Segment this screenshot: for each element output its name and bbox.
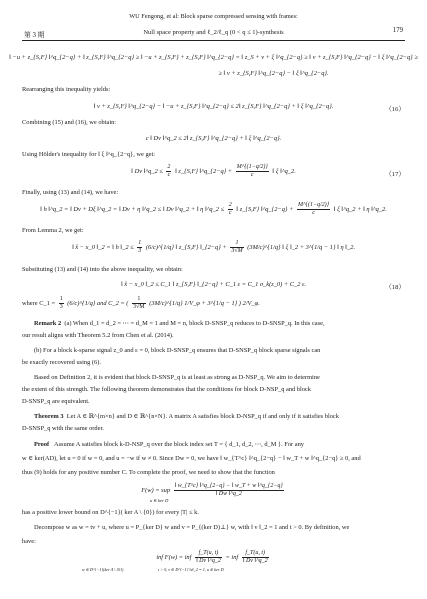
fraction: $\frac{f\_T(u, t)}{‖ Dv ‖\^{}q\_2}$	[242, 550, 268, 565]
equation-subscript: u ∈ ker D	[150, 498, 169, 503]
fraction: $\frac{M\^{}\{(1-q/2)\}}{c}$	[298, 202, 330, 217]
paragraph-line	[22, 296, 260, 312]
paragraph-line: Substituting (13) and (14) into the above inequality, we obtain:	[22, 266, 183, 273]
equation-17	[0, 164, 427, 180]
equation-line	[0, 240, 427, 256]
paragraph-line: w ∈ ker(AD), let u = 0 if w = 0, and u = −w if w ≠ 0. Since Dw = 0, we have ‖ w_{T^c} ‖^q_{2−q} − ‖ w_T + w ‖^q_{2−q} ≥ 0, and	[22, 455, 361, 462]
running-header-subtitle: Null space property and ℓ_2/ℓ_q (0 < q ≤ 1)-synthesis	[143, 29, 284, 36]
header-rule	[22, 40, 405, 41]
proof-label: Proof	[34, 441, 50, 448]
paragraph-line: Decompose w as w = tv + u, where u = P_{ker D} w and v = P_{(ker D)⊥} w, with ‖ v ‖_2 = 1 and t > 0. By definition, we	[34, 524, 350, 531]
paragraph-line: has a positive lower bound on D^{−1}( ker A \ {0}) for every |T| ≤ k.	[22, 509, 199, 516]
paragraph-line: Rearranging this inequality yields:	[22, 86, 111, 93]
text-part: Assume A satisfies block k-D-NSP_q over the block index set T = { d_1, d_2, ⋯, d_M }. For any	[53, 441, 304, 448]
equation-part: F(w) =	[164, 554, 184, 561]
text-part: Let A ∈ ℝ^{m×n} and D ∈ ℝ^{n×N}. A matrix A satisfies block D-NSP_q if and only if it satisfies block	[66, 413, 339, 420]
paragraph-line: D-SNSP_q with the same order.	[22, 425, 104, 432]
paragraph-line: our result aligns with Theorem 5.2 from Chen et al. (2014).	[22, 332, 174, 339]
equation-number: （16）	[385, 106, 405, 113]
equation-part: (6/c)^{1/q} ‖ z_{S,F} ‖_{2−q} +	[145, 244, 227, 251]
equation-part: (3M/c)^{1/q} ‖ ξ ‖_2 + 3^{1/q − 1} ‖ η ‖_2.	[247, 244, 356, 251]
equation-part: ‖ ξ ‖^q_2 + ‖ η ‖^q_2.	[333, 206, 387, 213]
equation-part: =	[225, 554, 230, 561]
equation-part: ‖ ξ ‖^q_2.	[272, 168, 296, 175]
fraction: $\frac{2}{c}$	[228, 202, 232, 217]
paragraph-line: thus (9) holds for any positive number C. To complete the proof, we need to show that the function	[22, 469, 275, 476]
fraction: $\frac{1}{3√M}$	[231, 240, 243, 255]
paragraph-line: the extent of this strength. The following theorem demonstrates that the conditions for block D-NSP_q and block	[22, 386, 312, 393]
fraction: $\frac{1}{3√M}$	[133, 296, 145, 311]
issue-label: 第 3 期	[24, 32, 45, 39]
text-part: (a) When d_1 = d_2 = ⋯ = d_M = 1 and M = n, block D-SNSP_q reduces to D-SNSP_q. In this case,	[64, 320, 325, 327]
fraction: $\frac{‖ w\_\{T\^{}c\} ‖\^{}q\_\{2-q\} - ‖ w\_T + w ‖\^{}q\_\{2-q\}}{‖ Dw ‖\^{}q\_2}$	[174, 483, 283, 498]
equation-part: ‖ z_{S,F} ‖^q_{2−q} +	[236, 206, 294, 213]
proof-paragraph	[34, 441, 304, 449]
paragraph-line: Based on Definition 2, it is evident that block D-SNSP_q is at least as strong as D-NSP_q. We aim to determine	[34, 374, 320, 381]
equation-part: ‖ x̂ − x_0 ‖_2 = ‖ h ‖_2 ≤	[71, 244, 134, 251]
equation-number: （17）	[385, 171, 405, 178]
fraction: $\frac{1}{3}$	[59, 296, 63, 311]
equation-part: ‖ Dv ‖^q_2 ≤	[131, 168, 163, 175]
paragraph-line: Using Hölder's inequality for ‖ ξ ‖^q_{2−q}, we get:	[22, 151, 156, 158]
equation-part: inf	[156, 554, 164, 561]
equation-part: F(w) = sup	[141, 487, 171, 494]
paragraph-line: From Lemma 2, we get:	[22, 227, 84, 234]
text-part: (3M/c)^{1/q} 1/V_φ + 3^{1/q − 1} ) 2/V_φ.	[149, 300, 260, 307]
equation-line	[0, 202, 427, 218]
fraction: $\frac{f\_T(u, t)}{‖ Dv ‖\^{}q\_2}$	[195, 550, 221, 565]
equation-line: ‖ −u + z_{S,F} ‖^q_{2−q} + ‖ z_{S,F} ‖^q_{2−q} ≥ ‖ −u + z_{S,F} + z_{S,F} ‖^q_{2−q} = ‖ z_S + v + ξ ‖^q_{2−q} ≥ ‖ v + z_{S,F} ‖^q_{2−q} − ‖ ξ ‖^q_{2−q} ≥	[9, 54, 418, 61]
paragraph-line: D-SNSP_q are equivalent.	[22, 398, 90, 405]
equation-part: inf	[184, 554, 192, 561]
equation-inf	[0, 549, 427, 567]
fraction: $\frac{2}{c}$	[167, 164, 171, 179]
equation-part: ‖ z_{S,F} ‖^q_{2−q} +	[175, 168, 233, 175]
equation-line: ≥ ‖ v + z_{S,F} ‖^q_{2−q} − ‖ ξ ‖^q_{2−q}.	[218, 70, 329, 77]
remark-label: Remark 2	[34, 320, 62, 327]
text-part: (6/c)^{1/q} and C_2 = (	[67, 300, 129, 307]
equation-subscript: w ∈ D^{−1}(ker A \ {0})	[82, 567, 124, 572]
theorem-label: Theorem 3	[34, 413, 64, 420]
equation-part: ‖ h ‖^q_2 = ‖ Dv + Dξ ‖^q_2 = ‖ Dv + η ‖^q_2 ≤ ‖ Dv ‖^q_2 + ‖ η ‖^q_2 ≤	[40, 206, 225, 213]
remark-paragraph	[34, 320, 325, 328]
text-part: where C_1 =	[22, 300, 56, 307]
equation-part: inf	[231, 554, 239, 561]
equation-number: （18）	[385, 284, 405, 291]
paragraph-line: Finally, using (13) and (14), we have:	[22, 189, 119, 196]
equation-16: ‖ v + z_{S,F} ‖^q_{2−q} − ‖ −u + z_{S,F} ‖^q_{2−q} ≤ 2‖ z_{S,F} ‖^q_{2−q} + ‖ ξ ‖^q_{2−q}.	[93, 103, 334, 110]
equation-18: ‖ x̂ − x_0 ‖_2 ≤ C_1 ‖ z_{S,F} ‖_{2−q} + C_1 ε = C_1 σ_k(z_0) + C_2 ε.	[120, 281, 307, 288]
running-header-authors: WU Fengong, et al: Block sparse compressed sensing with frames:	[129, 13, 298, 20]
equation-F	[0, 482, 427, 500]
fraction: $\frac{1}{3}$	[138, 240, 142, 255]
paragraph-line: have:	[22, 538, 36, 545]
paragraph-line: (b) For a block k-sparse signal z_0 and ε = 0, block D-SNSP_q ensures that D-SNSP_q block sparse signals can	[34, 347, 321, 354]
equation-line: c ‖ Dv ‖^q_2 ≤ 2‖ z_{S,F} ‖^q_{2−q} + ‖ ξ ‖^q_{2−q}.	[145, 135, 282, 142]
fraction: $\frac{M\^{}\{(1-q/2)\}}{c}$	[236, 164, 268, 179]
page-number: 179	[392, 27, 403, 34]
theorem-paragraph	[34, 413, 339, 421]
paragraph-line: Combining (15) and (16), we obtain:	[22, 119, 117, 126]
paragraph-line: be exactly recovered using (6).	[22, 359, 101, 366]
equation-subscript: t > 0, v ∈ D^{−1} ‖v‖_2 = 1, u ∈ ker D	[158, 567, 224, 572]
